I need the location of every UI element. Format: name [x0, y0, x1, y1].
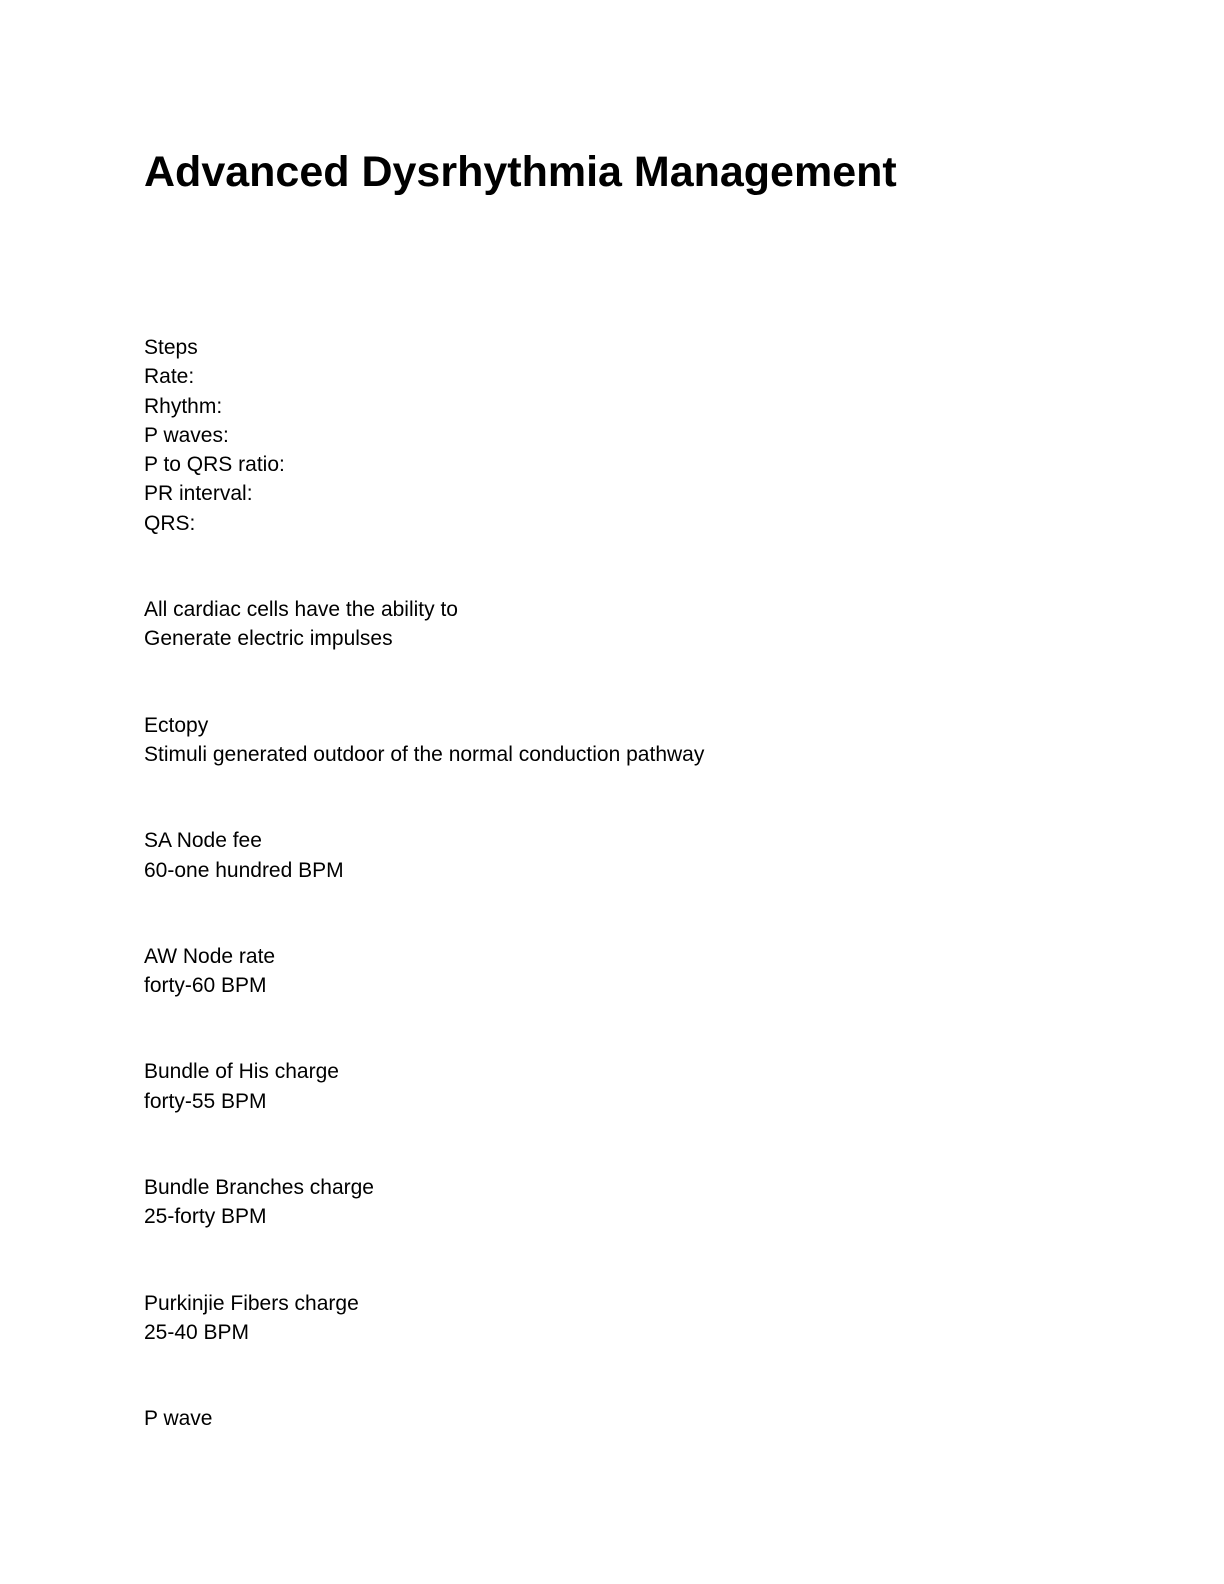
- definition-line: 60-one hundred BPM: [144, 858, 344, 882]
- definition-line: 25-40 BPM: [144, 1320, 250, 1344]
- definition-line: Stimuli generated outdoor of the normal conduction pathway: [144, 742, 705, 766]
- steps-section: [144, 333, 1080, 538]
- term-line: Ectopy: [144, 713, 209, 737]
- bundle-of-his-rate-section: [144, 1057, 1080, 1116]
- term-line: Bundle of His charge: [144, 1060, 339, 1084]
- text-line: QRS:: [144, 511, 196, 535]
- text-line: P waves:: [144, 423, 229, 447]
- text-line: Rate:: [144, 365, 195, 389]
- term-line: All cardiac cells have the ability to: [144, 598, 458, 622]
- bundle-branches-rate-section: [144, 1173, 1080, 1232]
- purkinje-fibers-rate-section: [144, 1289, 1080, 1348]
- text-line: Rhythm:: [144, 394, 223, 418]
- av-node-rate-section: [144, 942, 1080, 1001]
- definition-line: 25-forty BPM: [144, 1205, 267, 1229]
- term-line: Bundle Branches charge: [144, 1176, 374, 1200]
- text-line: PR interval:: [144, 482, 253, 506]
- cardiac-cells-section: [144, 595, 1080, 654]
- ectopy-section: [144, 711, 1080, 770]
- p-wave-section: [144, 1404, 1080, 1433]
- text-line: Steps: [144, 336, 198, 359]
- term-line: SA Node fee: [144, 829, 262, 853]
- definition-line: forty-55 BPM: [144, 1089, 267, 1113]
- term-line: Purkinjie Fibers charge: [144, 1291, 359, 1315]
- sa-node-rate-section: [144, 826, 1080, 885]
- definition-line: Generate electric impulses: [144, 627, 393, 651]
- document-title: Advanced Dysrhythmia Management: [144, 148, 897, 196]
- term-line: AW Node rate: [144, 944, 276, 968]
- text-line: P to QRS ratio:: [144, 453, 285, 477]
- definition-line: forty-60 BPM: [144, 974, 267, 998]
- term-line: P wave: [144, 1407, 213, 1431]
